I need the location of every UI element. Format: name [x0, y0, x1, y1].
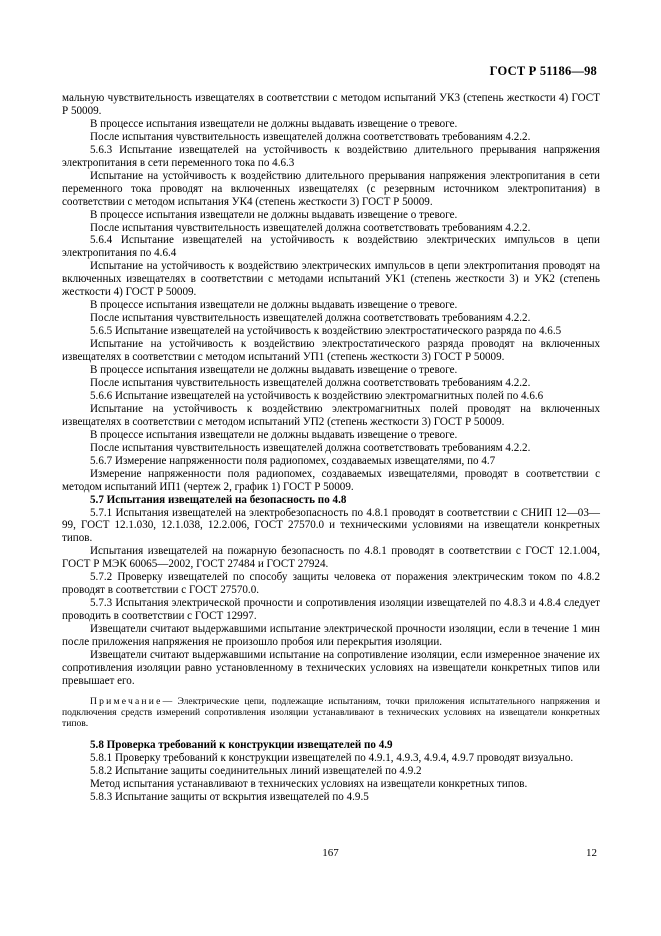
- paragraph: 5.8.3 Испытание защиты от вскрытия извещателей по 4.9.5: [90, 791, 369, 804]
- paragraph: Испытание на устойчивость к воздействию электромагнитных полей проводят на включенных извещателях в соответствии с методом испытаний УП2 (степень жесткости 3) ГОСТ Р 50009.: [62, 402, 600, 428]
- paragraph: 5.7.2 Проверку извещателей по способу защиты человека от поражения электрическим током по 4.8.2 проводят в соответствии с ГОСТ 27570.0.: [62, 571, 600, 597]
- paragraph: 5.7.3 Испытания электрической прочности и сопротивления изоляции извещателей по 4.8.3 и 4.8.4 следует проводить в соответствии с ГОСТ 12997.: [62, 597, 600, 623]
- section-heading-5-7: 5.7 Испытания извещателей на безопасность по 4.8: [90, 493, 347, 506]
- paragraph: После испытания чувствительность извещателей должна соответствовать требованиям 4.2.2.: [90, 221, 531, 234]
- paragraph: Измерение напряженности поля радиопомех, создаваемых извещателями, проводят в соответствии с методом испытаний ИП1 (чертеж 2, график 1) ГОСТ Р 50009.: [62, 467, 600, 493]
- paragraph: 5.7.1 Испытания извещателей на электробезопасность по 4.8.1 проводят в соответствии с СНИП 12—03—99, ГОСТ 12.1.030, 12.1.038, 12.2.006, ГОСТ 27570.0 и техническими условиями на извещатели конкретных типов.: [62, 506, 600, 545]
- paragraph: 5.8.1 Проверку требований к конструкции извещателей по 4.9.1, 4.9.3, 4.9.4, 4.9.7 проводят визуально.: [90, 752, 574, 765]
- paragraph: Метод испытания устанавливают в технических условиях на извещатели конкретных типов.: [90, 778, 528, 791]
- paragraph: 5.6.4 Испытание извещателей на устойчивость к воздействию электрических импульсов в цепи электропитания по 4.6.4: [62, 234, 600, 260]
- paragraph: В процессе испытания извещатели не должны выдавать извещение о тревоге.: [90, 117, 458, 130]
- paragraph: После испытания чувствительность извещателей должна соответствовать требованиям 4.2.2.: [90, 312, 531, 325]
- paragraph: 5.6.3 Испытание извещателей на устойчивость к воздействию длительного прерывания напряжения электропитания в сети переменного тока по 4.6.3: [62, 143, 600, 169]
- page-number-right: 12: [586, 847, 597, 859]
- section-heading-5-8: 5.8 Проверка требований к конструкции извещателей по 4.9: [90, 739, 393, 752]
- paragraph: Извещатели считают выдержавшими испытание электрической прочности изоляции, если в течение 1 мин после приложения напряжения не произошло пробоя или перекрытия изоляции.: [62, 623, 600, 649]
- paragraph: Извещатели считают выдержавшими испытание на сопротивление изоляции, если измеренное значение их сопротивления изоляции равно установленному в технических условиях на извещатели конкретных типов или превышает его.: [62, 648, 600, 687]
- note: [62, 696, 600, 730]
- paragraph: В процессе испытания извещатели не должны выдавать извещение о тревоге.: [90, 428, 458, 441]
- paragraph: 5.8.2 Испытание защиты соединительных линий извещателей по 4.9.2: [90, 765, 422, 778]
- paragraph: 5.6.7 Измерение напряженности поля радиопомех, создаваемых извещателями, по 4.7: [90, 454, 496, 467]
- paragraph: После испытания чувствительность извещателей должна соответствовать требованиям 4.2.2.: [90, 441, 531, 454]
- note-text: — Электрические цепи, подлежащие испытаниям, точки приложения испытательного напряжения и подключения средств измерений сопротивления изоляции устанавливают в технических условиях на извещатели конкретных типов.: [62, 695, 600, 730]
- paragraph: Испытание на устойчивость к воздействию длительного прерывания напряжения электропитания в сети переменного тока проводят на включенных извещателях (с резервным источником электропитания) в соответствии с методом испытания УК4 (степень жесткости 3) ГОСТ Р 50009.: [62, 169, 600, 208]
- paragraph: В процессе испытания извещатели не должны выдавать извещение о тревоге.: [90, 208, 458, 221]
- paragraph: В процессе испытания извещатели не должны выдавать извещение о тревоге.: [90, 364, 458, 377]
- document-body: [62, 92, 600, 804]
- paragraph: В процессе испытания извещатели не должны выдавать извещение о тревоге.: [90, 299, 458, 312]
- paragraph: мальную чувствительность извещателях в соответствии с методом испытаний УК3 (степень жесткости 4) ГОСТ Р 50009.: [62, 92, 600, 117]
- note-label: Примечание: [90, 695, 163, 707]
- paragraph: После испытания чувствительность извещателей должна соответствовать требованиям 4.2.2.: [90, 130, 531, 143]
- paragraph: Испытание на устойчивость к воздействию электрических импульсов в цепи электропитания проводят на включенных извещателях в соответствии с методами испытаний УК1 (степень жесткости 3) и УК2 (степень жесткости 4) ГОСТ Р 50009.: [62, 260, 600, 299]
- paragraph: После испытания чувствительность извещателей должна соответствовать требованиям 4.2.2.: [90, 376, 531, 389]
- document-header: ГОСТ Р 51186—98: [489, 64, 597, 78]
- paragraph: 5.6.5 Испытание извещателей на устойчивость к воздействию электростатического разряда по 4.6.5: [90, 325, 562, 338]
- paragraph: Испытания извещателей на пожарную безопасность по 4.8.1 проводят в соответствии с ГОСТ 12.1.004, ГОСТ Р МЭК 60065—2002, ГОСТ 27484 и ГОСТ 27924.: [62, 545, 600, 571]
- paragraph: 5.6.6 Испытание извещателей на устойчивость к воздействию электромагнитных полей по 4.6.6: [90, 389, 544, 402]
- paragraph: Испытание на устойчивость к воздействию электростатического разряда проводят на включенных извещателях в соответствии с методом испытаний УП1 (степень жесткости 3) ГОСТ Р 50009.: [62, 338, 600, 364]
- page-number-center: 167: [322, 847, 339, 859]
